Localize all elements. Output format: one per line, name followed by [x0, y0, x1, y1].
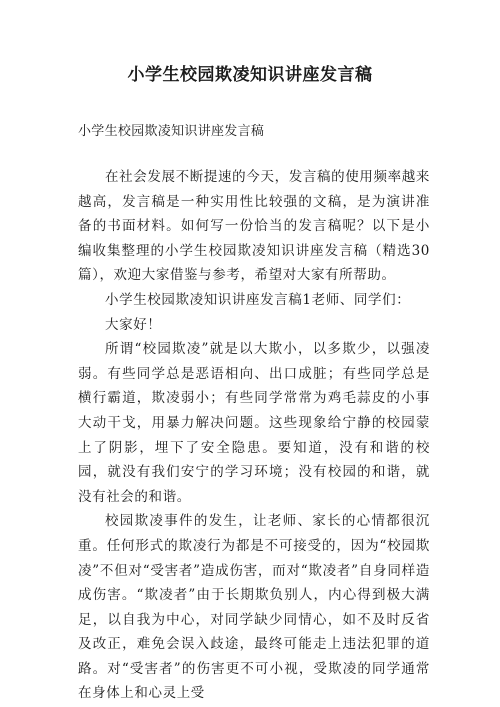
- paragraph-intro: 在社会发展不断提速的今天，发言稿的使用频率越来越高，发言稿是一种实用性比较强的文稿，是为演讲准备的书面材料。如何写一份恰当的发言稿呢？以下是小编收集整理的小学生校园欺凌知识讲座发言稿（精选30篇），欢迎大家借鉴与参考，希望对大家有所帮助。: [78, 169, 430, 284]
- document-body: [78, 165, 430, 706]
- paragraph-greeting: 大家好！: [105, 316, 162, 333]
- paragraph-definition: 所谓“校园欺凌”就是以大欺小，以多欺少，以强凌弱。有些同学总是恶语相向、出口成脏；有些同学总是横行霸道，欺凌弱小；有些同学常常为鸡毛蒜皮的小事大动干戈，用暴力解决问题。这些现象给宁静的校园蒙上了阴影，埋下了安全隐患。要知道，没有和谐的校园，就没有我们安宁的学习环境；没有校园的和谐，就没有社会的和谐。: [78, 341, 430, 505]
- paragraph-salutation: 小学生校园欺凌知识讲座发言稿1老师、同学们：: [105, 291, 411, 308]
- paragraph-consequences: 校园欺凌事件的发生，让老师、家长的心情都很沉重。任何形式的欺凌行为都是不可接受的，因为“校园欺凌”不但对“受害者”造成伤害，而对“欺凌者”自身同样造成伤害。“欺凌者”由于长期欺负别人，内心得到极大满足，以自我为中心，对同学缺少同情心，如不及时反省及改正，难免会误入歧途，最终可能走上违法犯罪的道路。对“受害者”的伤害更不可小视，受欺凌的同学通常在身体上和心灵上受: [78, 513, 430, 702]
- document-subtitle: 小学生校园欺凌知识讲座发言稿: [78, 124, 265, 139]
- document-title: 小学生校园欺凌知识讲座发言稿: [127, 65, 373, 85]
